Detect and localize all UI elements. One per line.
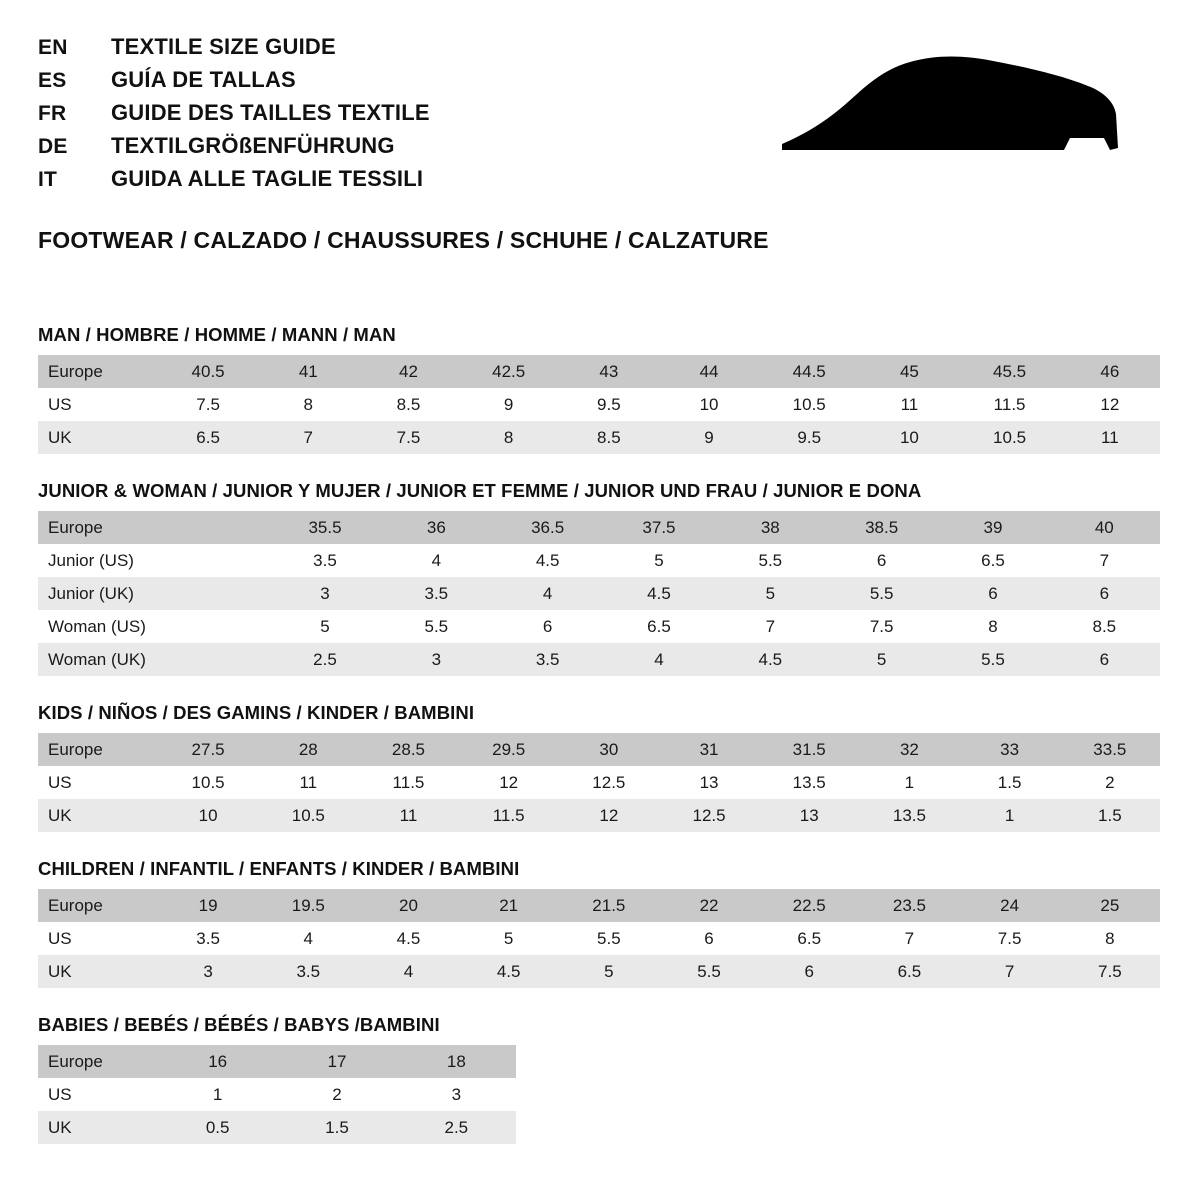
size-cell: 46 [1060, 355, 1160, 388]
size-cell: 36.5 [492, 511, 603, 544]
size-cell: 8 [258, 388, 358, 421]
language-code: ES [38, 69, 67, 92]
size-cell: 38 [715, 511, 826, 544]
table-row [38, 643, 1160, 676]
size-cell: 11 [358, 799, 458, 832]
table-row [38, 1111, 516, 1144]
size-cell: 16 [158, 1045, 277, 1078]
size-cell: 7 [1049, 544, 1160, 577]
row-label: Junior (US) [38, 544, 158, 577]
table-row [38, 799, 1160, 832]
size-cell: 9.5 [759, 421, 859, 454]
size-cell: 7.5 [826, 610, 937, 643]
size-cell: 6.5 [603, 610, 714, 643]
language-row [38, 133, 430, 159]
size-cell: 40.5 [158, 355, 258, 388]
table-row [38, 610, 1160, 643]
language-text: TEXTILE SIZE GUIDE [111, 34, 336, 59]
size-cell: 3.5 [258, 955, 358, 988]
size-cell: 4.5 [715, 643, 826, 676]
size-cell: 1 [960, 799, 1060, 832]
language-code: DE [38, 135, 68, 158]
size-cell: 4 [381, 544, 492, 577]
size-cell: 10 [859, 421, 959, 454]
size-cell: 11.5 [358, 766, 458, 799]
size-cell: 25 [1060, 889, 1160, 922]
size-cell: 3 [397, 1078, 516, 1111]
size-section [38, 480, 1162, 676]
row-label: Junior (UK) [38, 577, 158, 610]
size-cell: 8.5 [358, 388, 458, 421]
size-cell: 12 [1060, 388, 1160, 421]
size-cell: 11 [859, 388, 959, 421]
size-cell: 36 [381, 511, 492, 544]
size-cell: 23.5 [859, 889, 959, 922]
language-row [38, 34, 430, 60]
row-label: UK [38, 799, 158, 832]
section-title: KIDS / NIÑOS / DES GAMINS / KINDER / BAMBINI [38, 702, 475, 723]
size-cell: 5 [826, 643, 937, 676]
size-cell: 5.5 [381, 610, 492, 643]
size-cell: 9 [459, 388, 559, 421]
size-cell: 11.5 [960, 388, 1060, 421]
size-cell: 13 [659, 766, 759, 799]
size-cell: 22 [659, 889, 759, 922]
table-row [38, 955, 1160, 988]
language-code: EN [38, 36, 68, 59]
size-cell: 31 [659, 733, 759, 766]
size-cell: 7 [258, 421, 358, 454]
size-cell: 6.5 [937, 544, 1048, 577]
section-title: MAN / HOMBRE / HOMME / MANN / MAN [38, 324, 396, 345]
language-text: GUIDA ALLE TAGLIE TESSILI [111, 166, 424, 191]
size-cell: 2.5 [397, 1111, 516, 1144]
language-row [38, 100, 430, 126]
size-cell: 42.5 [459, 355, 559, 388]
table-row [38, 577, 1160, 610]
size-cell: 44.5 [759, 355, 859, 388]
language-code: FR [38, 102, 67, 125]
size-cell: 3.5 [381, 577, 492, 610]
size-cell: 6 [659, 922, 759, 955]
size-cell: 33.5 [1060, 733, 1160, 766]
size-cell: 4.5 [603, 577, 714, 610]
size-section [38, 702, 1162, 832]
size-cell: 12 [459, 766, 559, 799]
size-cell: 7.5 [358, 421, 458, 454]
size-cell: 10 [659, 388, 759, 421]
table-row [38, 889, 1160, 922]
size-cell: 5 [715, 577, 826, 610]
size-cell: 5.5 [559, 922, 659, 955]
size-cell: 1.5 [1060, 799, 1160, 832]
size-cell: 5 [559, 955, 659, 988]
size-cell: 8.5 [559, 421, 659, 454]
size-cell: 4 [492, 577, 603, 610]
size-cell: 44 [659, 355, 759, 388]
size-cell: 6 [1049, 577, 1160, 610]
table-row [38, 544, 1160, 577]
row-label: Woman (US) [38, 610, 158, 643]
size-cell: 38.5 [826, 511, 937, 544]
size-cell: 8.5 [1049, 610, 1160, 643]
size-cell: 5.5 [826, 577, 937, 610]
size-cell: 11.5 [459, 799, 559, 832]
section-title: CHILDREN / INFANTIL / ENFANTS / KINDER / BAMBINI [38, 858, 520, 879]
language-text: GUÍA DE TALLAS [111, 67, 296, 92]
size-cell: 45 [859, 355, 959, 388]
size-cell: 6.5 [859, 955, 959, 988]
row-label: Europe [38, 511, 158, 544]
table-row [38, 511, 1160, 544]
size-table [38, 355, 1160, 454]
size-cell: 32 [859, 733, 959, 766]
size-cell: 45.5 [960, 355, 1060, 388]
size-cell: 7.5 [960, 922, 1060, 955]
row-label: US [38, 922, 158, 955]
size-cell: 5.5 [659, 955, 759, 988]
size-cell: 42 [358, 355, 458, 388]
size-cell: 13 [759, 799, 859, 832]
size-cell: 35.5 [269, 511, 380, 544]
size-cell: 6 [1049, 643, 1160, 676]
size-cell: 10.5 [158, 766, 258, 799]
size-cell: 6.5 [158, 421, 258, 454]
size-cell: 10.5 [960, 421, 1060, 454]
category-title: FOOTWEAR / CALZADO / CHAUSSURES / SCHUHE / CALZATURE [38, 227, 769, 253]
size-cell: 8 [1060, 922, 1160, 955]
size-cell: 31.5 [759, 733, 859, 766]
section-title: BABIES / BEBÉS / BÉBÉS / BABYS /BAMBINI [38, 1014, 440, 1035]
size-cell: 24 [960, 889, 1060, 922]
size-cell: 2 [277, 1078, 396, 1111]
size-cell: 7.5 [1060, 955, 1160, 988]
size-cell: 28 [258, 733, 358, 766]
size-table [38, 889, 1160, 988]
size-cell: 21.5 [559, 889, 659, 922]
size-cell: 10.5 [258, 799, 358, 832]
size-cell: 5.5 [937, 643, 1048, 676]
size-cell: 18 [397, 1045, 516, 1078]
row-label: Woman (UK) [38, 643, 158, 676]
size-cell: 20 [358, 889, 458, 922]
size-cell: 2.5 [269, 643, 380, 676]
dress-shoe-icon [770, 52, 1120, 187]
size-cell: 7 [715, 610, 826, 643]
size-cell: 28.5 [358, 733, 458, 766]
row-label: Europe [38, 355, 158, 388]
size-cell: 13.5 [759, 766, 859, 799]
size-cell: 19 [158, 889, 258, 922]
table-row [38, 1078, 516, 1111]
size-cell: 1.5 [277, 1111, 396, 1144]
size-cell: 17 [277, 1045, 396, 1078]
size-cell: 1 [158, 1078, 277, 1111]
language-text: TEXTILGRÖßENFÜHRUNG [111, 133, 395, 158]
size-cell [158, 610, 269, 643]
size-cell: 19.5 [258, 889, 358, 922]
size-cell: 7.5 [158, 388, 258, 421]
size-cell [158, 544, 269, 577]
size-cell: 3.5 [269, 544, 380, 577]
language-list [38, 34, 430, 199]
size-cell: 4 [603, 643, 714, 676]
size-cell: 37.5 [603, 511, 714, 544]
size-cell: 7 [960, 955, 1060, 988]
size-cell: 6 [826, 544, 937, 577]
size-cell: 10.5 [759, 388, 859, 421]
table-row [38, 766, 1160, 799]
language-row [38, 166, 430, 192]
size-cell: 33 [960, 733, 1060, 766]
size-cell: 3 [158, 955, 258, 988]
language-text: GUIDE DES TAILLES TEXTILE [111, 100, 430, 125]
size-cell: 4 [258, 922, 358, 955]
size-cell: 8 [937, 610, 1048, 643]
table-row [38, 388, 1160, 421]
table-row [38, 421, 1160, 454]
size-cell: 41 [258, 355, 358, 388]
row-label: Europe [38, 889, 158, 922]
language-code: IT [38, 168, 58, 191]
size-cell: 40 [1049, 511, 1160, 544]
size-cell: 9 [659, 421, 759, 454]
size-cell: 3 [269, 577, 380, 610]
size-cell: 1.5 [960, 766, 1060, 799]
row-label: UK [38, 421, 158, 454]
size-cell: 6.5 [759, 922, 859, 955]
page-header [38, 34, 1162, 199]
size-cell: 6 [759, 955, 859, 988]
size-cell [158, 643, 269, 676]
size-table [38, 733, 1160, 832]
size-cell: 5.5 [715, 544, 826, 577]
size-cell: 12.5 [659, 799, 759, 832]
size-cell: 11 [1060, 421, 1160, 454]
size-section [38, 1014, 1162, 1144]
size-table [38, 1045, 516, 1144]
row-label: US [38, 766, 158, 799]
size-cell: 29.5 [459, 733, 559, 766]
size-cell: 30 [559, 733, 659, 766]
size-cell: 4.5 [492, 544, 603, 577]
size-cell: 4.5 [459, 955, 559, 988]
section-title: JUNIOR & WOMAN / JUNIOR Y MUJER / JUNIOR ET FEMME / JUNIOR UND FRAU / JUNIOR E DONA [38, 480, 922, 501]
size-cell: 6 [492, 610, 603, 643]
table-row [38, 1045, 516, 1078]
size-cell: 0.5 [158, 1111, 277, 1144]
size-cell: 10 [158, 799, 258, 832]
size-cell: 43 [559, 355, 659, 388]
table-row [38, 922, 1160, 955]
size-cell: 27.5 [158, 733, 258, 766]
size-cell: 5 [459, 922, 559, 955]
size-cell: 7 [859, 922, 959, 955]
size-cell: 3.5 [158, 922, 258, 955]
size-cell: 8 [459, 421, 559, 454]
size-cell: 11 [258, 766, 358, 799]
size-cell: 4 [358, 955, 458, 988]
size-cell: 6 [937, 577, 1048, 610]
language-row [38, 67, 430, 93]
size-cell: 12.5 [559, 766, 659, 799]
size-cell: 4.5 [358, 922, 458, 955]
size-cell [158, 577, 269, 610]
size-cell: 2 [1060, 766, 1160, 799]
size-cell: 13.5 [859, 799, 959, 832]
table-row [38, 355, 1160, 388]
size-cell: 21 [459, 889, 559, 922]
row-label: Europe [38, 1045, 158, 1078]
row-label: UK [38, 955, 158, 988]
size-cell: 3.5 [492, 643, 603, 676]
table-row [38, 733, 1160, 766]
row-label: US [38, 1078, 158, 1111]
size-cell: 12 [559, 799, 659, 832]
size-cell: 22.5 [759, 889, 859, 922]
row-label: US [38, 388, 158, 421]
size-table [38, 511, 1160, 676]
size-cell: 1 [859, 766, 959, 799]
size-cell: 9.5 [559, 388, 659, 421]
size-cell: 39 [937, 511, 1048, 544]
size-cell [158, 511, 269, 544]
size-section [38, 324, 1162, 454]
row-label: UK [38, 1111, 158, 1144]
size-sections [38, 324, 1162, 1144]
size-section [38, 858, 1162, 988]
size-cell: 3 [381, 643, 492, 676]
size-cell: 5 [603, 544, 714, 577]
size-cell: 5 [269, 610, 380, 643]
row-label: Europe [38, 733, 158, 766]
